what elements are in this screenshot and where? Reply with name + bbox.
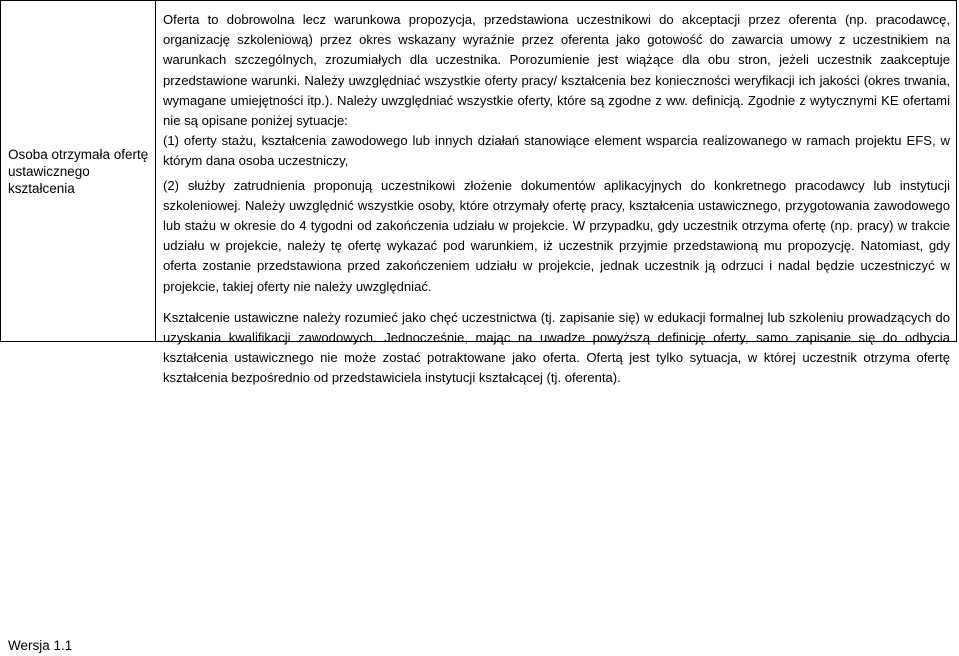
version-label: Wersja 1.1 [8, 638, 73, 653]
exception-1-paragraph: (1) oferty stażu, kształcenia zawodowego lub innych działań stanowiące element wsparcia realizowanego w ramach projektu EFS, w którym dana osoba uczestniczy, [163, 133, 950, 169]
definition-paragraph: Oferta to dobrowolna lecz warunkowa propozycja, przedstawiona uczestnikowi do akceptacji przez oferenta (np. pracodawcę, organizację szkoleniową) przez okres wskazany wyraźnie przez oferenta jako gotowość do zawarcia umowy z uczestnikiem na warunkach szczególnych, zrozumiałych dla uczestnika. Porozumienie jest wiążące dla obu stron, jeżeli uczestnik zaakceptuje przedstawione warunki. Należy uwzględniać wszystkie oferty pracy/ kształcenia bez konieczności weryfikacji ich jakości (okres trwania, wymagane umiejętności itp.). Należy uwzględniać wszystkie oferty, które są zgodne z ww. definicją. Zgodnie z wytycznymi KE ofertami nie są opisane poniżej sytuacje: [163, 12, 950, 129]
continuing-education-paragraph: Kształcenie ustawiczne należy rozumieć jako chęć uczestnictwa (tj. zapisanie się) w edukacji formalnej lub szkoleniu prowadzących do uzyskania kwalifikacji zawodowych. Jednocześnie, mając na uwadze powyższą definicję oferty, samo zapisanie się do odbycia kształcenia ustawicznego nie może zostać potraktowane jako oferta. Ofertą jest tylko sytuacja, w której uczestnik otrzyma ofertę kształcenia bezpośrednio od przedstawiciela instytucji kształcącej (tj. oferenta). [163, 309, 950, 386]
definition-cell [156, 1, 956, 386]
exception-2-paragraph: (2) służby zatrudnienia proponują uczestnikowi złożenie dokumentów aplikacyjnych do konkretnego pracodawcy lub instytucji szkoleniowej. Należy uwzględnić wszystkie osoby, które otrzymały ofertę pracy, kształcenia ustawicznego, przygotowania zawodowego lub stażu w okresie do 4 tygodni od zakończenia udziału w projekcie. W przypadku, gdy uczestnik otrzyma ofertę (np. pracy) w trakcie udziału w projekcie, należy tę ofertę wykazać pod warunkiem, iż uczestnik przyjmie przedstawioną mu propozycję. Natomiast, gdy oferta zostanie przedstawiona przed zakończeniem udziału w projekcie, jednak uczestnik ją odrzuci i nadal będzie uczestniczyć w projekcie, takiej oferty nie należy uwzględniać. [163, 177, 950, 294]
term-cell [1, 1, 156, 341]
term-label: Osoba otrzymała ofertę ustawicznego kształcenia [8, 146, 149, 196]
